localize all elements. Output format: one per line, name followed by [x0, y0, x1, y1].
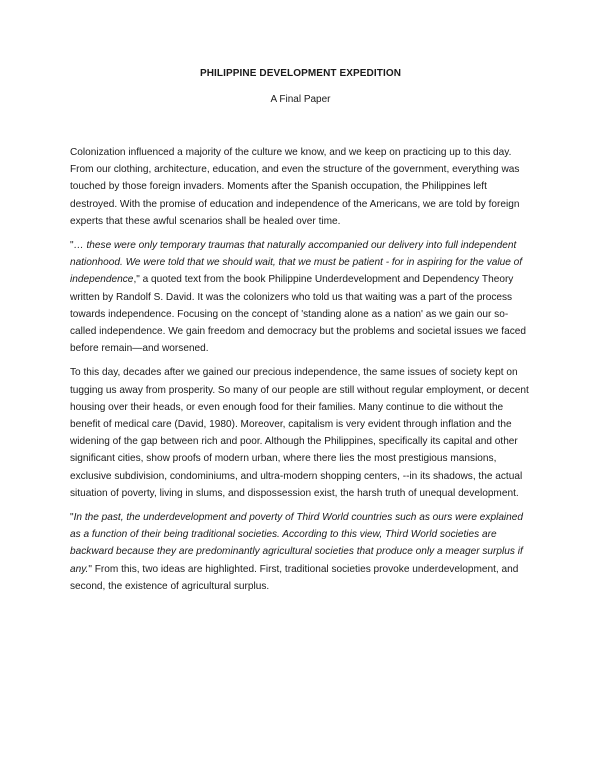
paragraph-3	[70, 364, 531, 502]
paragraph-1-text: Colonization influenced a majority of the culture we know, and we keep on practicing up to this day. From our clothing, architecture, education, and even the structure of the government, everything was touched by those foreign invaders. Moments after the Spanish occupation, the Philippines left destroyed. With the promise of education and independence of the Americans, we are told by foreign experts that these awful scenarios shall be healed over time.	[70, 147, 520, 227]
paragraph-4-quote-open: "	[70, 512, 74, 524]
document-title: PHILIPPINE DEVELOPMENT EXPEDITION	[199, 68, 402, 79]
paragraph-2-text: ," a quoted text from the book Philippine Underdevelopment and Dependency Theory written by Randolf S. David. It was the colonizers who told us that waiting was a part of the process towards independence. Focusing on the concept of 'standing alone as a nation' as we gain our so-called independence. We gain freedom and democracy but the problems and societal issues we faced before remain—and worsened.	[70, 274, 526, 355]
paragraph-1	[70, 144, 531, 230]
paragraph-4-quote: In the past, the underdevelopment and poverty of Third World countries such as ours were explained as a function of their being traditional societies. According to this view, Third World societies are backward because they are predominantly agricultural societies that produce only a meager surplus if any.	[70, 512, 524, 575]
paragraph-4-text: " From this, two ideas are highlighted. First, traditional societies provoke underdevelopment, and second, the existence of agricultural surplus.	[70, 563, 519, 592]
paragraph-2-quote-open: "	[70, 240, 74, 252]
paragraph-2-quote: … these were only temporary traumas that naturally accompanied our delivery into full independent nationhood. We were told that we should wait, that we must be patient - for in aspiring for the value of independence	[70, 240, 523, 286]
paragraph-2	[70, 237, 531, 357]
paragraph-4	[70, 509, 531, 595]
document-subtitle: A Final Paper	[270, 94, 331, 105]
document-body	[70, 144, 531, 595]
paragraph-3-text: To this day, decades after we gained our precious independence, the same issues of society kept on tugging us away from prosperity. So many of our people are still without regular employment, or decent housing over their heads, or even enough food for their families. Many continue to die without the benefit of medical care (David, 1980). Moreover, capitalism is very evident through inflation and the widening of the gap between rich and poor. Although the Philippines, specifically its capital and other significant cities, show proofs of modern urban, where there lies the most prestigious mansions, exclusive subdivision, condominiums, and ultra-modern shopping centers, --in its shadows, the actual situation of poverty, living in slums, and dispossession exist, the harsh truth of unequal development.	[70, 367, 529, 499]
document-page	[70, 68, 531, 602]
